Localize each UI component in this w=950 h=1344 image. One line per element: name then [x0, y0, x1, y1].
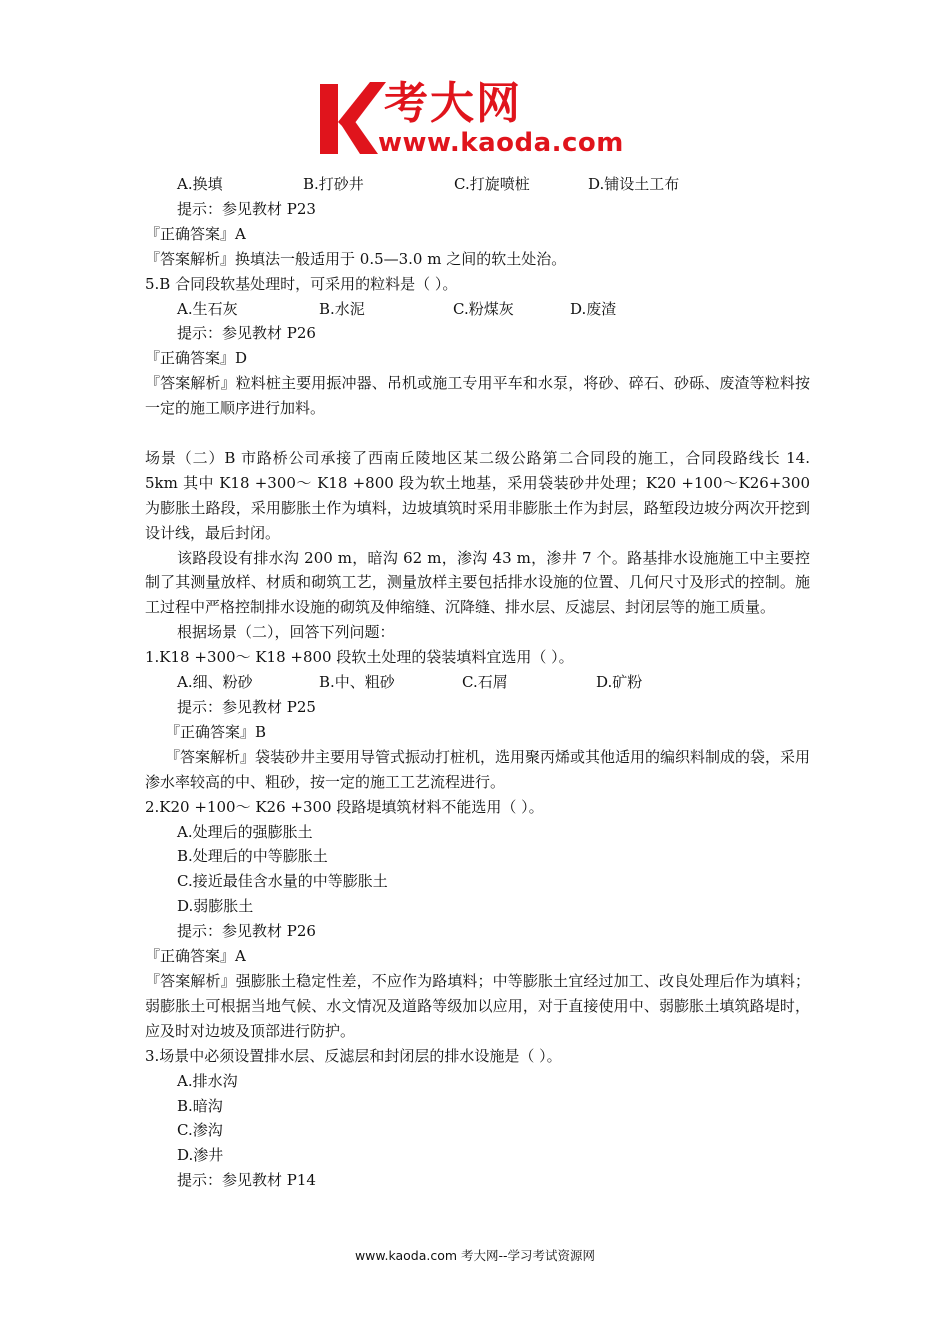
answer-analysis: 『答案解析』粒料桩主要用振冲器、吊机或施工专用平车和水泵，将砂、碎石、砂砾、废渣等粒料按一定的施工顺序进行加料。 [145, 374, 810, 418]
option-a: A.排水沟 [177, 1071, 238, 1090]
option-d: D.矿粉 [596, 673, 643, 692]
question-text: 2.K20 +100～ K26 +300 段路堤填筑材料不能选用（ ）。 [145, 797, 544, 816]
option-b: B.暗沟 [177, 1096, 223, 1115]
options-line [145, 670, 810, 695]
hint-text: 提示：参见教材 P23 [177, 199, 316, 218]
question-text: 1.K18 +300～ K18 +800 段软土处理的袋装填料宜选用（ ）。 [145, 648, 574, 667]
correct-answer: 『正确答案』A [145, 224, 246, 243]
answer-analysis: 『答案解析』袋装砂井主要用导管式振动打桩机，选用聚丙烯或其他适用的编织料制成的袋，采用渗水率较高的中、粗砂，按一定的施工工艺流程进行。 [145, 747, 811, 791]
option-c: C.接近最佳含水量的中等膨胀土 [177, 872, 388, 891]
option-b: B.中、粗砂 [319, 673, 395, 692]
option-c: C.渗沟 [177, 1121, 223, 1140]
option-b: B.打砂井 [303, 175, 364, 193]
option-d: D.渗井 [177, 1146, 224, 1165]
correct-answer: 『正确答案』A [145, 947, 246, 966]
document-body [145, 172, 810, 1193]
option-d: D.铺设土工布 [588, 175, 680, 193]
blank-line [145, 421, 810, 446]
correct-answer: 『正确答案』B [165, 722, 267, 741]
answer-analysis: 『答案解析』强膨胀土稳定性差，不应作为路填料；中等膨胀土宜经过加工、改良处理后作为填料；弱膨胀土可根据当地气候、水文情况及道路等级加以应用，对于直接使用中、弱膨胀土填筑路堤时，应及时对边坡及顶部进行防护。 [145, 971, 810, 1040]
option-c: C.粉煤灰 [453, 299, 514, 318]
options-line [145, 297, 810, 322]
hint-text: 提示：参见教材 P26 [177, 324, 316, 343]
option-a: A.处理后的强膨胀土 [177, 822, 313, 841]
kaoda-logo [318, 76, 648, 160]
option-d: D.废渣 [570, 299, 617, 318]
instruction-text: 根据场景（二），回答下列问题： [177, 623, 395, 642]
logo-chinese-text: 考大网 [384, 78, 522, 129]
hint-text: 提示：参见教材 P26 [177, 922, 316, 941]
page-footer: www.kaoda.com 考大网--学习考试资源网 [354, 1248, 596, 1263]
option-b: B.处理后的中等膨胀土 [177, 847, 328, 866]
logo-url-text: www.kaoda.com [378, 128, 624, 158]
option-b: B.水泥 [319, 299, 365, 318]
option-a: A.生石灰 [177, 299, 238, 318]
correct-answer: 『正确答案』D [145, 349, 248, 368]
question-text: 3.场景中必须设置排水层、反滤层和封闭层的排水设施是（ ）。 [145, 1046, 562, 1065]
option-d: D.弱膨胀土 [177, 897, 254, 916]
scenario-paragraph: 场景（二）B 市路桥公司承接了西南丘陵地区某二级公路第二合同段的施工，合同段路线长 14. 5km 其中 K18 +300～ K18 +800 段为软土地基，采用袋装砂井处理；K20 +100～K26+300 为膨胀土路段，采用膨胀土作为填料，边坡填筑时采用非膨胀土作为封层，路堑段边坡分两次开挖到设计线，最后封闭。 [145, 448, 810, 542]
hint-text: 提示：参见教材 P25 [177, 698, 316, 717]
option-c: C.打旋喷桩 [454, 175, 530, 193]
hint-text: 提示：参见教材 P14 [177, 1171, 316, 1190]
question-text: 5.B 合同段软基处理时，可采用的粒料是（ ）。 [145, 274, 458, 293]
option-a: A.细、粉砂 [177, 673, 253, 692]
option-c: C.石屑 [462, 673, 508, 692]
answer-analysis: 『答案解析』换填法一般适用于 0.5—3.0 m 之间的软土处治。 [145, 249, 567, 268]
option-a: A.换填 [177, 175, 223, 193]
options-line [145, 172, 810, 197]
scenario-paragraph: 该路段设有排水沟 200 m，暗沟 62 m，渗沟 43 m，渗井 7 个。路基排水设施施工中主要控制了其测量放样、材质和砌筑工艺，测量放样主要包括排水设施的位置、几何尺寸及形式的控制。施工过程中严格控制排水设施的砌筑及伸缩缝、沉降缝、排水层、反滤层、封闭层等的施工质量。 [145, 548, 810, 617]
